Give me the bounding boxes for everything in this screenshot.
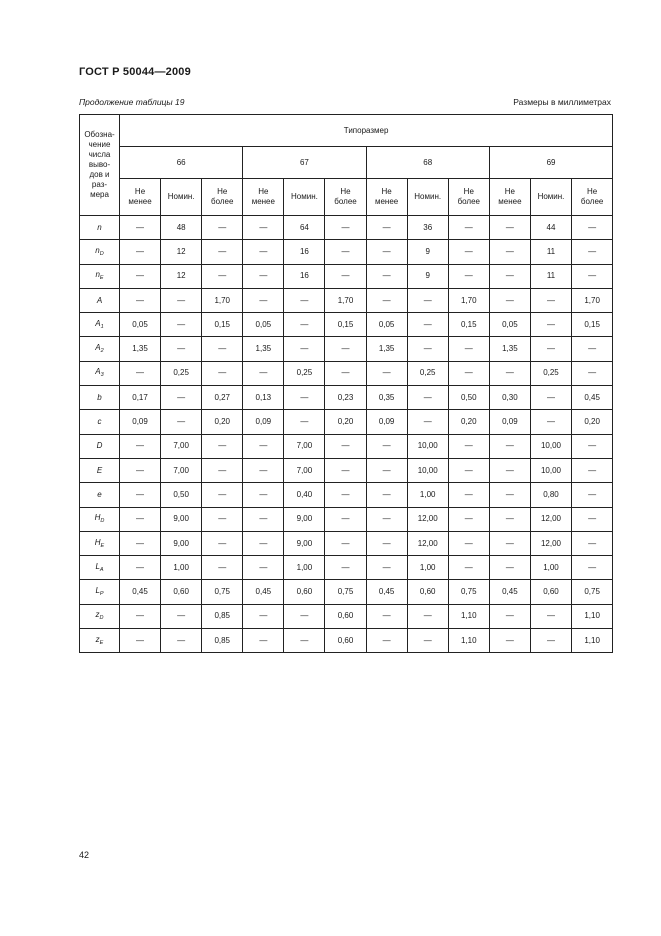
- size-group-header: Типоразмер: [120, 115, 613, 147]
- size-header-66: 66: [120, 147, 243, 179]
- value-cell: —: [448, 483, 489, 507]
- value-cell: —: [366, 604, 407, 628]
- value-cell: 1,35: [243, 337, 284, 361]
- value-cell: 0,80: [530, 483, 571, 507]
- value-cell: —: [120, 434, 161, 458]
- value-cell: 0,05: [489, 313, 530, 337]
- nominal-header: Номин.: [161, 179, 202, 216]
- value-cell: —: [407, 604, 448, 628]
- min-header: Не менее: [243, 179, 284, 216]
- value-cell: 0,75: [448, 580, 489, 604]
- table-row: [80, 264, 613, 288]
- value-cell: —: [489, 556, 530, 580]
- value-cell: —: [161, 629, 202, 653]
- value-cell: —: [202, 507, 243, 531]
- value-cell: 1,00: [161, 556, 202, 580]
- value-cell: 36: [407, 216, 448, 240]
- value-cell: 0,45: [120, 580, 161, 604]
- value-cell: —: [366, 629, 407, 653]
- value-cell: —: [572, 507, 613, 531]
- value-cell: 0,09: [120, 410, 161, 434]
- value-cell: —: [120, 604, 161, 628]
- designation-cell: $z_E$: [80, 629, 120, 653]
- value-cell: 1,10: [448, 604, 489, 628]
- nominal-header: Номин.: [530, 179, 571, 216]
- value-cell: —: [120, 531, 161, 555]
- table-row: [80, 288, 613, 312]
- value-cell: —: [572, 216, 613, 240]
- value-cell: —: [325, 483, 366, 507]
- value-cell: —: [243, 483, 284, 507]
- designation-cell: E: [80, 458, 120, 482]
- designation-cell: $H_E$: [80, 531, 120, 555]
- value-cell: —: [243, 288, 284, 312]
- value-cell: 0,75: [202, 580, 243, 604]
- value-cell: —: [407, 410, 448, 434]
- value-cell: —: [120, 556, 161, 580]
- value-cell: 9,00: [284, 531, 325, 555]
- value-cell: —: [325, 337, 366, 361]
- max-header: Не более: [448, 179, 489, 216]
- designation-cell: $A_2$: [80, 337, 120, 361]
- value-cell: 12,00: [530, 531, 571, 555]
- value-cell: 0,60: [325, 629, 366, 653]
- value-cell: 1,35: [489, 337, 530, 361]
- value-cell: —: [448, 264, 489, 288]
- value-cell: —: [530, 313, 571, 337]
- value-cell: 0,15: [572, 313, 613, 337]
- value-cell: 12,00: [407, 531, 448, 555]
- value-cell: —: [448, 458, 489, 482]
- value-cell: —: [572, 483, 613, 507]
- value-cell: —: [489, 288, 530, 312]
- value-cell: 0,15: [202, 313, 243, 337]
- table-row: [80, 580, 613, 604]
- value-cell: —: [325, 531, 366, 555]
- value-cell: 12,00: [407, 507, 448, 531]
- value-cell: —: [366, 458, 407, 482]
- value-cell: —: [448, 216, 489, 240]
- value-cell: —: [572, 240, 613, 264]
- value-cell: —: [530, 386, 571, 410]
- value-cell: 0,85: [202, 604, 243, 628]
- value-cell: —: [407, 386, 448, 410]
- value-cell: —: [448, 361, 489, 385]
- value-cell: 0,45: [243, 580, 284, 604]
- value-cell: —: [202, 531, 243, 555]
- value-cell: 0,25: [284, 361, 325, 385]
- value-cell: —: [572, 531, 613, 555]
- value-cell: —: [572, 458, 613, 482]
- value-cell: 0,75: [325, 580, 366, 604]
- value-cell: —: [243, 556, 284, 580]
- value-cell: 0,13: [243, 386, 284, 410]
- value-cell: 0,75: [572, 580, 613, 604]
- value-cell: —: [202, 361, 243, 385]
- table-row: [80, 483, 613, 507]
- designation-cell: c: [80, 410, 120, 434]
- value-cell: —: [489, 240, 530, 264]
- value-cell: 0,40: [284, 483, 325, 507]
- size-header-69: 69: [489, 147, 612, 179]
- value-cell: 11: [530, 264, 571, 288]
- value-cell: 0,17: [120, 386, 161, 410]
- value-cell: 0,60: [530, 580, 571, 604]
- value-cell: 11: [530, 240, 571, 264]
- value-cell: 0,05: [243, 313, 284, 337]
- page-number: 42: [79, 850, 90, 860]
- value-cell: —: [407, 337, 448, 361]
- value-cell: —: [530, 288, 571, 312]
- value-cell: —: [284, 629, 325, 653]
- value-cell: —: [366, 483, 407, 507]
- value-cell: —: [120, 483, 161, 507]
- size-header-68: 68: [366, 147, 489, 179]
- value-cell: —: [366, 434, 407, 458]
- table-row: [80, 604, 613, 628]
- min-header: Не менее: [489, 179, 530, 216]
- value-cell: —: [161, 386, 202, 410]
- table-row: [80, 531, 613, 555]
- table-row: [80, 434, 613, 458]
- table-row: [80, 507, 613, 531]
- value-cell: —: [489, 604, 530, 628]
- value-cell: 1,70: [572, 288, 613, 312]
- value-cell: 9: [407, 240, 448, 264]
- value-cell: 0,85: [202, 629, 243, 653]
- value-cell: 0,60: [284, 580, 325, 604]
- value-cell: —: [407, 629, 448, 653]
- value-cell: 1,00: [407, 483, 448, 507]
- value-cell: 16: [284, 264, 325, 288]
- value-cell: 0,05: [120, 313, 161, 337]
- table-row: [80, 410, 613, 434]
- value-cell: 1,10: [572, 629, 613, 653]
- dimensions-table: [79, 114, 613, 653]
- min-header: Не менее: [120, 179, 161, 216]
- value-cell: —: [243, 458, 284, 482]
- table-row: [80, 458, 613, 482]
- value-cell: 9,00: [284, 507, 325, 531]
- value-cell: —: [448, 240, 489, 264]
- value-cell: 1,00: [530, 556, 571, 580]
- designation-cell: $H_D$: [80, 507, 120, 531]
- value-cell: —: [489, 216, 530, 240]
- table-row: [80, 629, 613, 653]
- value-cell: 0,05: [366, 313, 407, 337]
- value-cell: —: [161, 410, 202, 434]
- value-cell: —: [325, 264, 366, 288]
- value-cell: 1,10: [572, 604, 613, 628]
- value-cell: —: [489, 264, 530, 288]
- value-cell: —: [284, 288, 325, 312]
- value-cell: —: [572, 556, 613, 580]
- value-cell: 0,25: [530, 361, 571, 385]
- value-cell: —: [489, 361, 530, 385]
- value-cell: —: [448, 556, 489, 580]
- value-cell: —: [530, 629, 571, 653]
- designation-cell: $A_3$: [80, 361, 120, 385]
- value-cell: 0,50: [448, 386, 489, 410]
- value-cell: 0,45: [366, 580, 407, 604]
- value-cell: 7,00: [161, 458, 202, 482]
- value-cell: —: [243, 240, 284, 264]
- value-cell: —: [448, 337, 489, 361]
- value-cell: 44: [530, 216, 571, 240]
- value-cell: —: [120, 629, 161, 653]
- value-cell: —: [120, 288, 161, 312]
- value-cell: —: [530, 337, 571, 361]
- value-cell: —: [366, 264, 407, 288]
- value-cell: 0,25: [161, 361, 202, 385]
- value-cell: —: [202, 240, 243, 264]
- value-cell: —: [489, 483, 530, 507]
- value-cell: —: [202, 434, 243, 458]
- value-cell: 0,20: [202, 410, 243, 434]
- value-cell: 0,50: [161, 483, 202, 507]
- value-cell: —: [120, 240, 161, 264]
- value-cell: —: [366, 361, 407, 385]
- value-cell: —: [284, 604, 325, 628]
- value-cell: 9,00: [161, 507, 202, 531]
- value-cell: 10,00: [407, 434, 448, 458]
- table-continuation-caption: Продолжение таблицы 19: [79, 97, 185, 107]
- value-cell: —: [284, 313, 325, 337]
- value-cell: —: [243, 434, 284, 458]
- value-cell: —: [120, 507, 161, 531]
- value-cell: —: [202, 458, 243, 482]
- designation-cell: b: [80, 386, 120, 410]
- value-cell: 0,60: [325, 604, 366, 628]
- max-header: Не более: [325, 179, 366, 216]
- table-row: [80, 386, 613, 410]
- value-cell: 7,00: [284, 434, 325, 458]
- value-cell: —: [120, 264, 161, 288]
- value-cell: 12,00: [530, 507, 571, 531]
- value-cell: 12: [161, 264, 202, 288]
- table-body: [80, 216, 613, 653]
- designation-cell: $A_1$: [80, 313, 120, 337]
- value-cell: 0,45: [489, 580, 530, 604]
- limit-header-row: [80, 179, 613, 216]
- size-header-row: [80, 147, 613, 179]
- value-cell: —: [572, 337, 613, 361]
- value-cell: —: [243, 216, 284, 240]
- table-row: [80, 556, 613, 580]
- designation-cell: $L_P$: [80, 580, 120, 604]
- value-cell: 7,00: [161, 434, 202, 458]
- value-cell: 0,09: [243, 410, 284, 434]
- value-cell: 0,60: [161, 580, 202, 604]
- value-cell: —: [161, 313, 202, 337]
- value-cell: 10,00: [530, 434, 571, 458]
- value-cell: —: [366, 216, 407, 240]
- table-row: [80, 337, 613, 361]
- value-cell: 0,20: [572, 410, 613, 434]
- value-cell: —: [202, 264, 243, 288]
- value-cell: —: [120, 361, 161, 385]
- value-cell: 1,00: [407, 556, 448, 580]
- value-cell: —: [325, 216, 366, 240]
- value-cell: 0,15: [448, 313, 489, 337]
- value-cell: 9,00: [161, 531, 202, 555]
- value-cell: —: [407, 313, 448, 337]
- table-row: [80, 216, 613, 240]
- value-cell: —: [366, 531, 407, 555]
- value-cell: —: [161, 604, 202, 628]
- value-cell: 7,00: [284, 458, 325, 482]
- value-cell: 0,45: [572, 386, 613, 410]
- value-cell: —: [489, 629, 530, 653]
- value-cell: —: [448, 434, 489, 458]
- nominal-header: Номин.: [407, 179, 448, 216]
- value-cell: 0,15: [325, 313, 366, 337]
- document-title: ГОСТ Р 50044—2009: [79, 66, 191, 78]
- value-cell: —: [120, 458, 161, 482]
- value-cell: —: [572, 434, 613, 458]
- value-cell: 0,35: [366, 386, 407, 410]
- value-cell: 0,60: [407, 580, 448, 604]
- value-cell: 0,23: [325, 386, 366, 410]
- value-cell: —: [366, 288, 407, 312]
- value-cell: —: [325, 458, 366, 482]
- value-cell: —: [284, 386, 325, 410]
- value-cell: —: [530, 604, 571, 628]
- value-cell: 1,70: [202, 288, 243, 312]
- value-cell: —: [202, 556, 243, 580]
- value-cell: —: [530, 410, 571, 434]
- designation-cell: $L_A$: [80, 556, 120, 580]
- value-cell: —: [243, 507, 284, 531]
- value-cell: —: [202, 337, 243, 361]
- value-cell: —: [325, 434, 366, 458]
- value-cell: —: [448, 507, 489, 531]
- value-cell: 1,70: [448, 288, 489, 312]
- value-cell: 16: [284, 240, 325, 264]
- value-cell: 48: [161, 216, 202, 240]
- value-cell: 10,00: [530, 458, 571, 482]
- value-cell: 0,09: [366, 410, 407, 434]
- value-cell: —: [489, 531, 530, 555]
- value-cell: 10,00: [407, 458, 448, 482]
- value-cell: —: [243, 531, 284, 555]
- value-cell: —: [448, 531, 489, 555]
- designation-cell: e: [80, 483, 120, 507]
- value-cell: —: [366, 507, 407, 531]
- designation-header: Обозна- чение числа выво- дов и раз- мера: [80, 115, 120, 216]
- value-cell: —: [366, 240, 407, 264]
- value-cell: —: [489, 458, 530, 482]
- min-header: Не менее: [366, 179, 407, 216]
- value-cell: —: [161, 337, 202, 361]
- value-cell: 1,35: [366, 337, 407, 361]
- value-cell: —: [202, 216, 243, 240]
- value-cell: —: [489, 507, 530, 531]
- value-cell: —: [202, 483, 243, 507]
- designation-cell: D: [80, 434, 120, 458]
- units-caption: Размеры в миллиметрах: [513, 97, 611, 107]
- max-header: Не более: [572, 179, 613, 216]
- max-header: Не более: [202, 179, 243, 216]
- value-cell: —: [243, 629, 284, 653]
- designation-cell: $z_D$: [80, 604, 120, 628]
- value-cell: —: [325, 556, 366, 580]
- value-cell: 1,10: [448, 629, 489, 653]
- value-cell: —: [572, 361, 613, 385]
- value-cell: 9: [407, 264, 448, 288]
- value-cell: 0,25: [407, 361, 448, 385]
- value-cell: —: [572, 264, 613, 288]
- value-cell: 12: [161, 240, 202, 264]
- designation-cell: n: [80, 216, 120, 240]
- value-cell: 1,35: [120, 337, 161, 361]
- value-cell: —: [366, 556, 407, 580]
- value-cell: —: [489, 434, 530, 458]
- value-cell: 0,30: [489, 386, 530, 410]
- table-row: [80, 313, 613, 337]
- value-cell: —: [243, 361, 284, 385]
- nominal-header: Номин.: [284, 179, 325, 216]
- designation-cell: A: [80, 288, 120, 312]
- value-cell: 0,09: [489, 410, 530, 434]
- value-cell: —: [120, 216, 161, 240]
- designation-cell: $n_E$: [80, 264, 120, 288]
- size-header-67: 67: [243, 147, 366, 179]
- value-cell: 1,70: [325, 288, 366, 312]
- value-cell: 0,20: [448, 410, 489, 434]
- value-cell: —: [243, 264, 284, 288]
- value-cell: —: [325, 361, 366, 385]
- value-cell: —: [407, 288, 448, 312]
- value-cell: —: [284, 410, 325, 434]
- value-cell: —: [284, 337, 325, 361]
- value-cell: —: [243, 604, 284, 628]
- value-cell: —: [161, 288, 202, 312]
- value-cell: —: [325, 240, 366, 264]
- designation-cell: $n_D$: [80, 240, 120, 264]
- table-row: [80, 361, 613, 385]
- value-cell: 64: [284, 216, 325, 240]
- table-row: [80, 240, 613, 264]
- value-cell: —: [325, 507, 366, 531]
- value-cell: 0,20: [325, 410, 366, 434]
- value-cell: 1,00: [284, 556, 325, 580]
- value-cell: 0,27: [202, 386, 243, 410]
